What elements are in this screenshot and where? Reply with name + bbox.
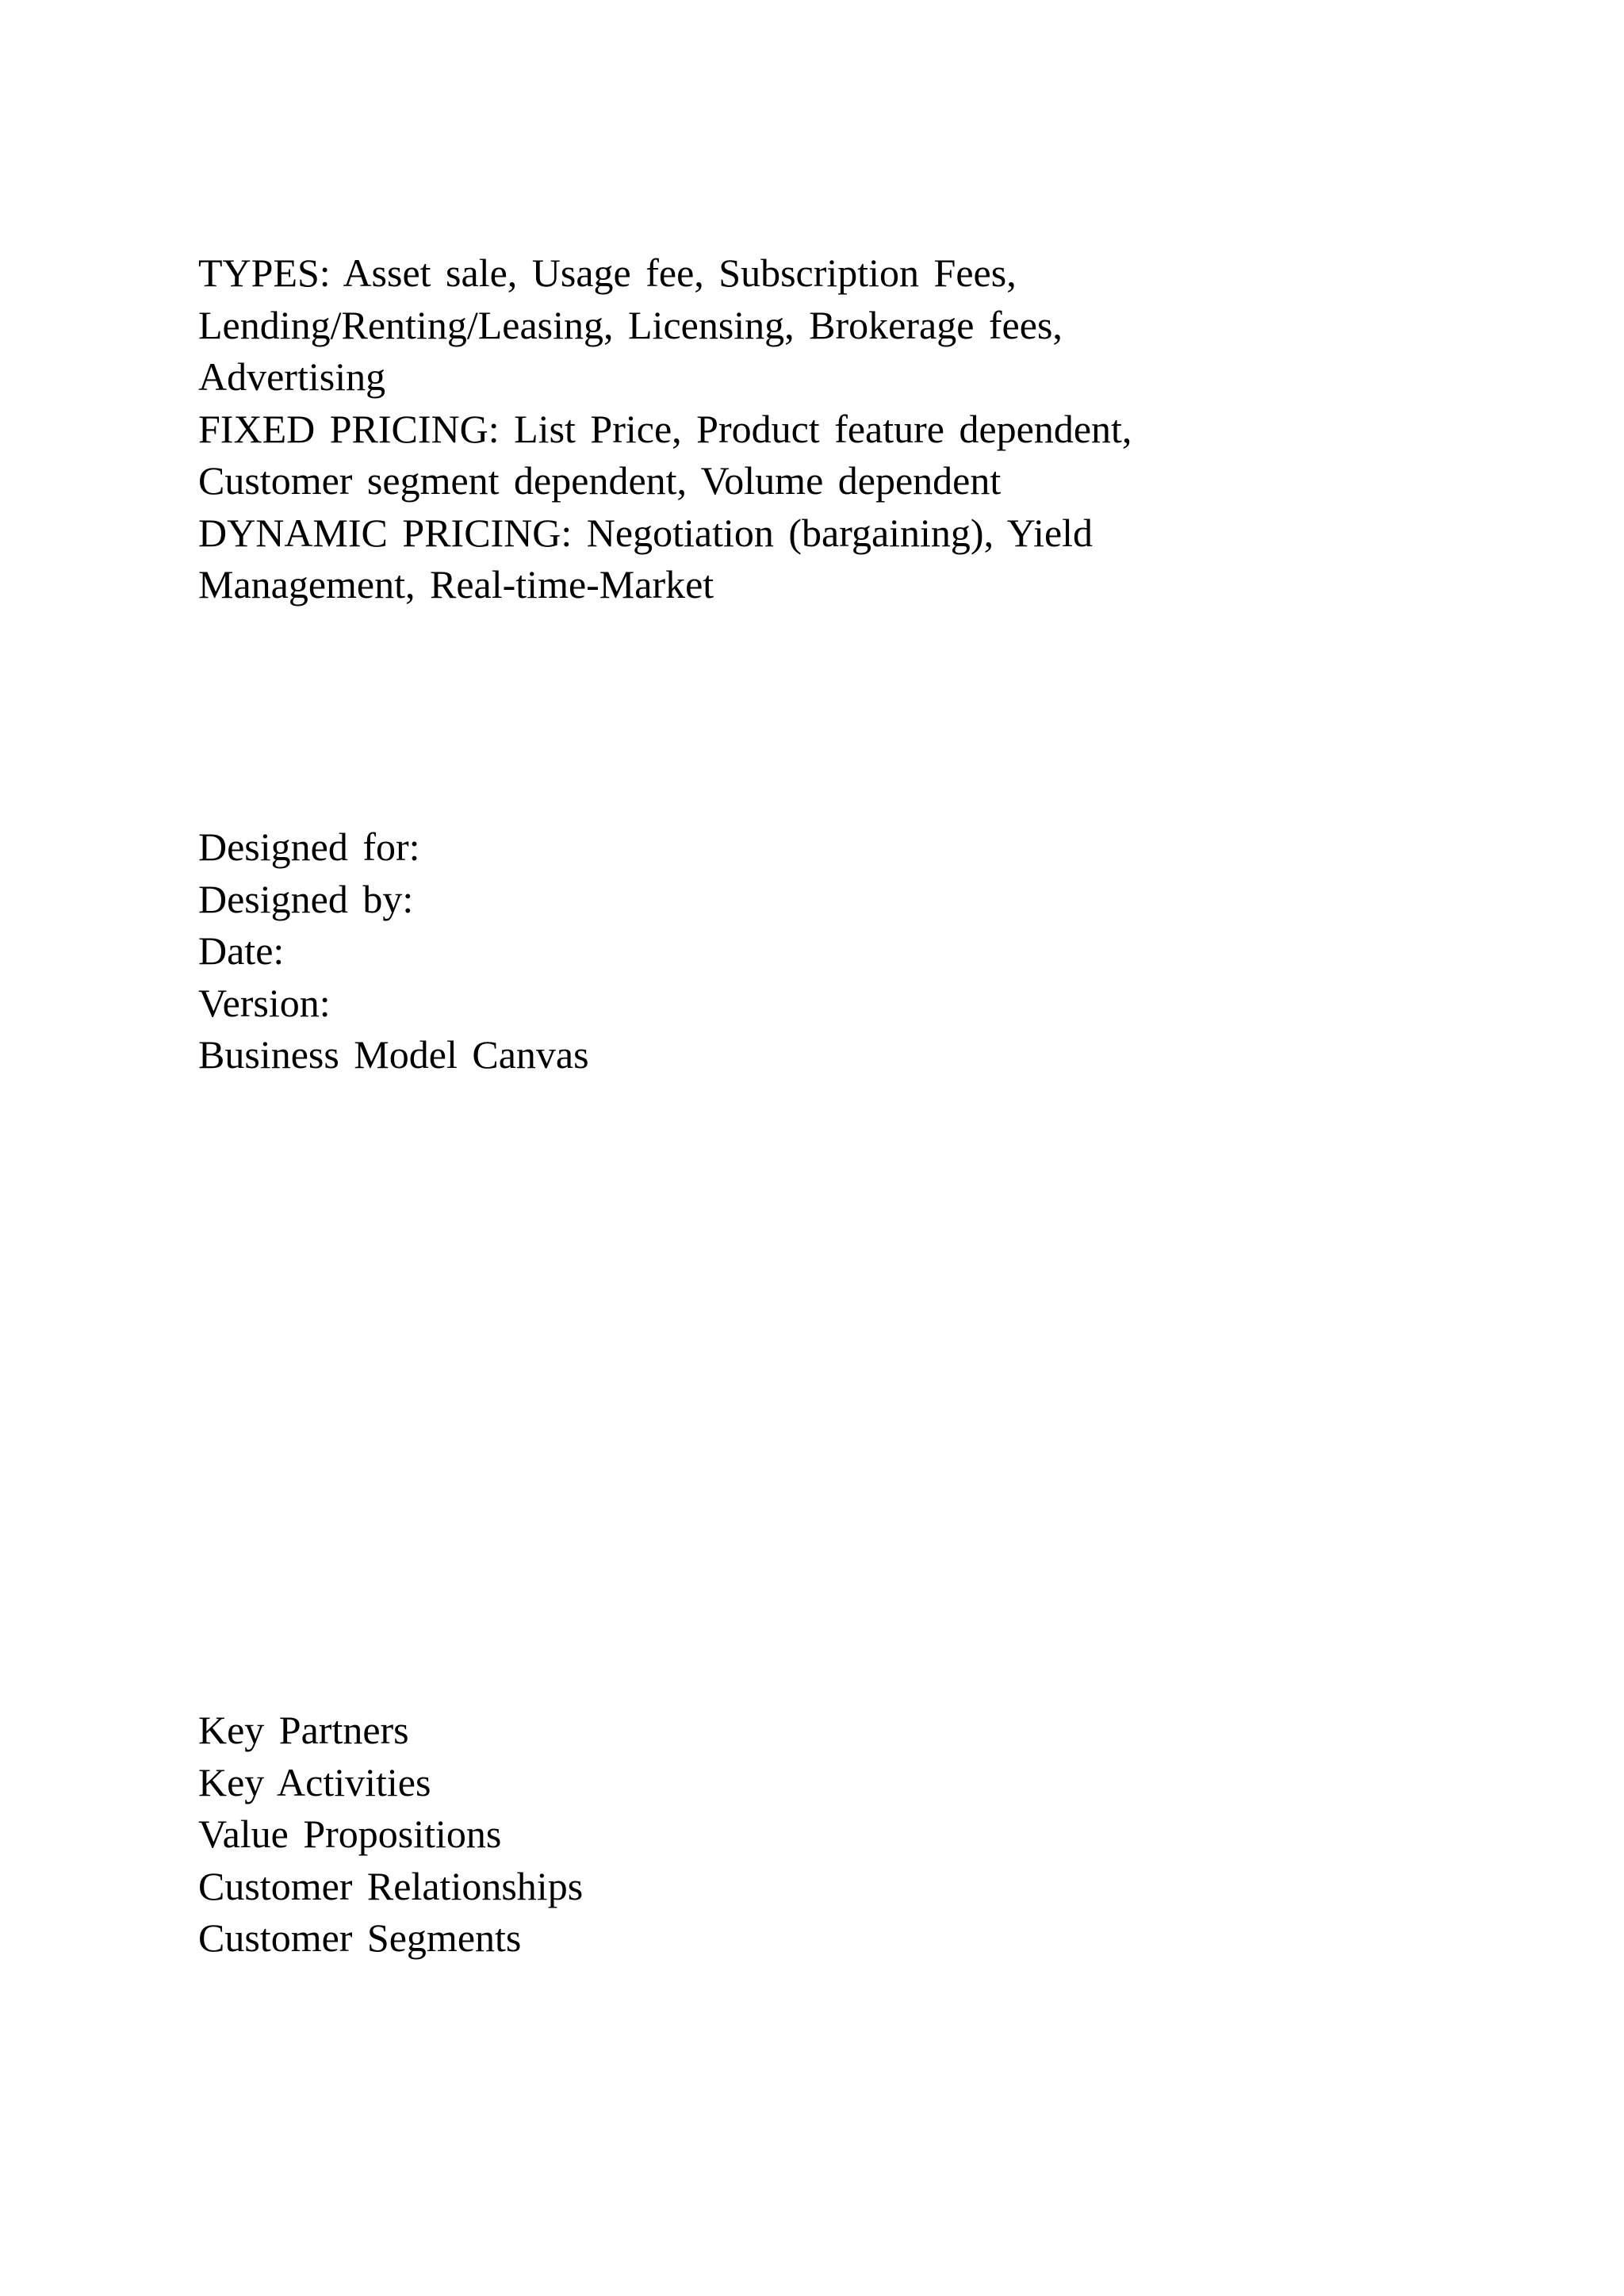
dynamic-pricing-line-2: Management, Real-time-Market	[198, 562, 714, 607]
section-key-partners: Key Partners	[198, 1708, 409, 1752]
pricing-types-line-2: Lending/Renting/Leasing, Licensing, Brokerage fees,	[198, 302, 1063, 347]
section-key-activities: Key Activities	[198, 1759, 431, 1804]
section-value-propositions: Value Propositions	[198, 1812, 502, 1856]
version-label: Version:	[198, 980, 331, 1025]
date-label: Date:	[198, 928, 285, 973]
section-customer-relationships: Customer Relationships	[198, 1863, 584, 1908]
section-customer-segments: Customer Segments	[198, 1915, 522, 1960]
dynamic-pricing-line-1: DYNAMIC PRICING: Negotiation (bargaining), Yield	[198, 510, 1094, 555]
canvas-sections	[198, 1705, 1546, 1965]
fixed-pricing-line-1: FIXED PRICING: List Price, Product feature dependent,	[198, 406, 1132, 451]
designed-for-label: Designed for:	[198, 825, 420, 869]
pricing-types-line-3: Advertising	[198, 354, 386, 399]
pricing-notes	[198, 247, 1546, 611]
fixed-pricing-line-2: Customer segment dependent, Volume dependent	[198, 458, 1002, 503]
designed-by-label: Designed by:	[198, 876, 414, 921]
pricing-types-line-1: TYPES: Asset sale, Usage fee, Subscription Fees,	[198, 251, 1017, 295]
canvas-meta	[198, 821, 1546, 1081]
canvas-title: Business Model Canvas	[198, 1032, 589, 1077]
